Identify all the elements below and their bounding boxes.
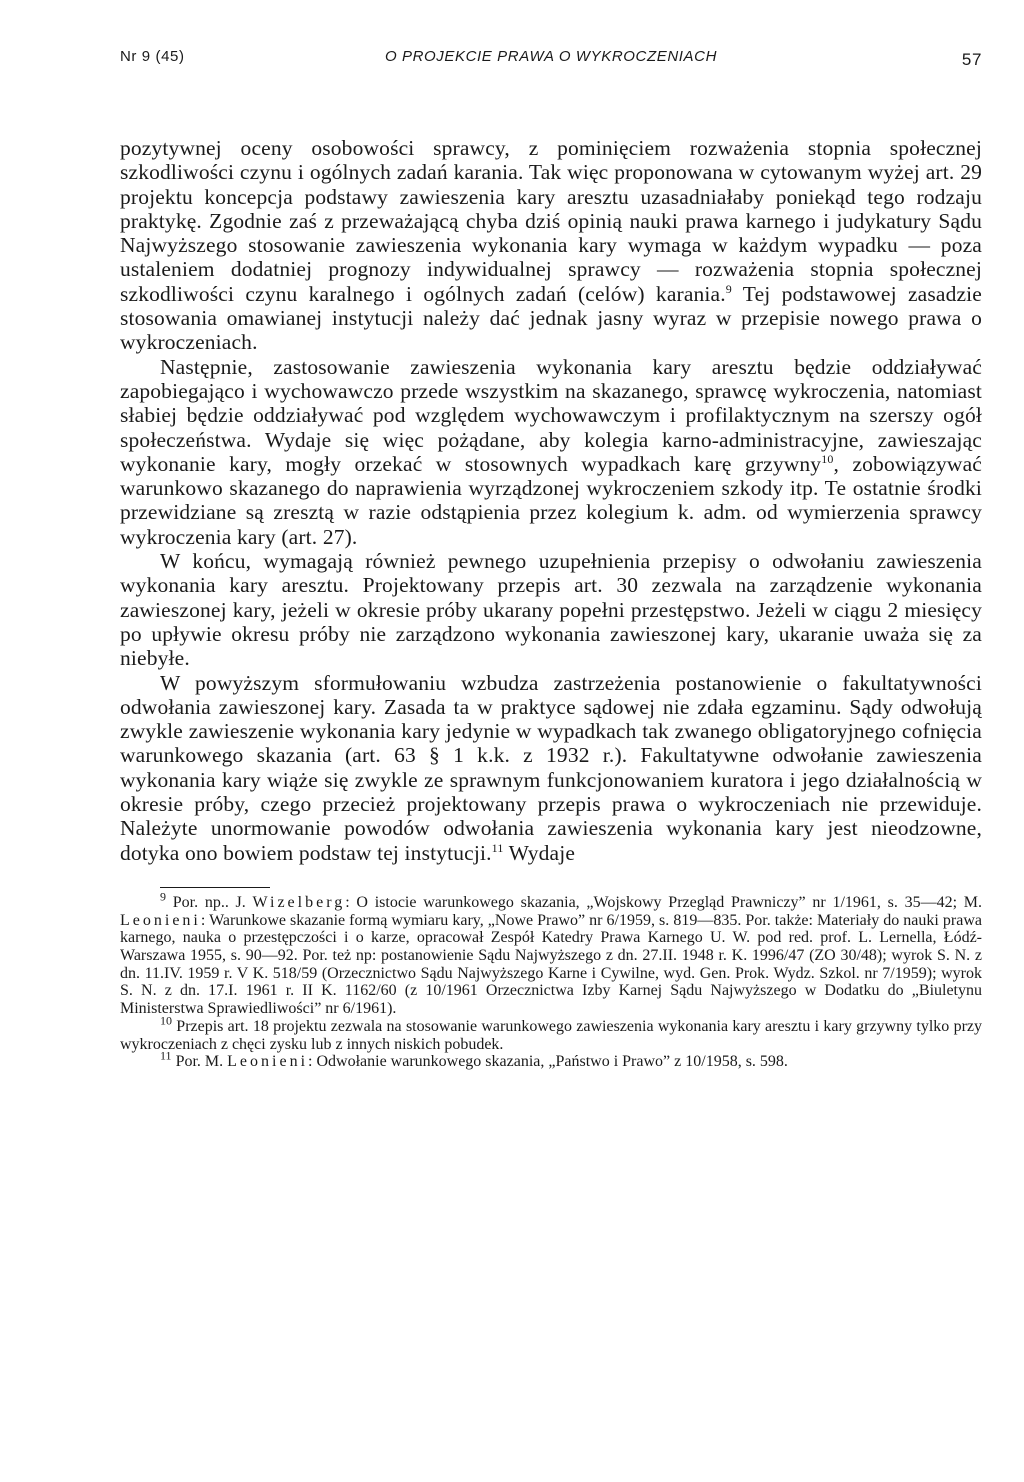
footnote-10-text: Przepis art. 18 projektu zezwala na stosowanie warunkowego zawieszenia wykonania kary aresztu i kary grzywny tylko przy wykroczeniach z chęci zysku lub z innych niskich pobudek.: [120, 1017, 982, 1053]
footnote-9-author-1: Wizelberg: [252, 893, 346, 911]
footnote-9-author-2: Leonieni: [120, 911, 201, 929]
footnote-9-mark: 9: [160, 889, 166, 904]
footnote-10-mark: 10: [160, 1013, 172, 1028]
paragraph-4-end: Wydaje: [503, 840, 576, 865]
footnote-11: [120, 1048, 982, 1071]
paragraph-4: [120, 671, 982, 865]
running-title: O PROJEKCIE PRAWA O WYKROCZENIACH: [384, 48, 718, 65]
footnote-ref-9: 9: [725, 281, 732, 296]
paragraph-2-end: , zobowiązywać warunkowo skazanego do naprawienia wyrządzonej wykroczeniem szkody itp. Te ostatnie środki przewidziane są zresztą w razie odstąpienia przez kolegium k. adm. od wymierzenia sprawcy wykroczenia kary (art. 27).: [120, 451, 982, 549]
running-head: [120, 42, 982, 72]
page-number: 57: [961, 50, 982, 69]
issue-number: Nr 9 (45): [120, 48, 185, 65]
footnote-9: [120, 889, 982, 1018]
footnotes: [120, 889, 982, 1071]
paragraph-2-text: Następnie, zastosowanie zawieszenia wykonania kary aresztu będzie oddziaływać zapobiegająco i wychowawczo przede wszystkim na skazanego, sprawcę wykroczenia, natomiast słabiej będzie oddziaływać pod względem wychowawczym i profilaktycznym na szerszy ogół społeczeństwa. Wydaje się więc pożądane, aby kolegia karno-administracyjne, zawieszając wykonanie kary, mogły orzekać w stosownych wypadkach karę grzywny: [120, 354, 982, 476]
footnote-divider: [160, 887, 270, 888]
paragraph-4-text: W powyższym sformułowaniu wzbudza zastrzeżenia postanowienie o fakultatywności odwołania zawieszonej kary. Zasada ta w praktyce sądowej nie zdała egzaminu. Sądy odwołują zwykle zawieszenie wykonania kary jedynie w wypadkach tak zwanego obligatoryjnego cofnięcia warunkowego skazania (art. 63 § 1 k.k. z 1932 r.). Fakultatywne odwołanie zawieszenia wykonania kary wiąże się zwykle ze sprawnym funkcjonowaniem kuratora i jego działalnością w okresie próby, czego przecież projektowany przepis prawa o wykroczeniach nie przewiduje. Należyte unormowanie powodów odwołania zawieszenia wykonania kary jest nieodzowne, dotyka ono bowiem podstaw tej instytucji.: [120, 670, 982, 865]
paragraph-1-end: Tej podstawowej zasadzie stosowania omawianej instytucji należy dać jednak jasny wyraz w przepisie nowego prawa o wykroczeniach.: [120, 281, 982, 355]
footnote-11-text: Por. M.: [171, 1053, 228, 1071]
paragraph-3: W końcu, wymagają również pewnego uzupełnienia przepisy o odwołaniu zawieszenia wykonania kary aresztu. Projektowany przepis art. 30 zezwala na zarządzenie wykonania zawieszonej kary, jeżeli w okresie próby ukarany popełni przestępstwo. Jeżeli w ciągu 2 miesięcy po upływie okresu próby nie zarządzono wykonania zawieszonej kary, ukaranie uważa się za niebyłe.: [120, 549, 982, 671]
paragraph-1-text: pozytywnej oceny osobowości sprawcy, z pominięciem rozważenia stopnia społecznej szkodliwości czynu i ogólnych zadań karania. Tak więc proponowana w cytowanym wyżej art. 29 projektu koncepcja podstawy zawieszenia kary aresztu uzasadniałaby poniekąd tego rodzaju praktykę. Zgodnie zaś z przeważającą chyba dziś opinią nauki prawa karnego i judykatury Sądu Najwyższego stosowanie zawieszenia wykonania kary wymaga w każdym wypadku — poza ustaleniem dodatniej prognozy indywidualnej sprawcy — rozważenia stopnia społecznej szkodliwości czynu karalnego i ogólnych zadań (celów) karania.: [120, 136, 982, 306]
footnote-11-mark: 11: [160, 1048, 172, 1063]
footnote-9-text-3: : Warunkowe skazanie formą wymiaru kary, „Nowe Prawo” nr 6/1959, s. 819—835. Por. także: Materiały do nauki prawa karnego, nauka o przestępczości i o karze, opracował Zespół Katedry Prawa Karnego U. W. pod red. prof. L. Lernella, Łódź-Warszawa 1955, s. 90—92. Por. też np: postanowienie Sądu Najwyższego z dn. 27.II. 1948 r. K. 1996/47 (ZO 30/48); wyrok S. N. z dn. 11.IV. 1959 r. V K. 518/59 (Orzecznictwo Sądu Najwyższego Karne i Cywilne, wyd. Gen. Prok. Wydz. Szkol. nr 7/1959); wyrok S. N. z dn. 17.I. 1961 r. II K. 1162/60 (z 10/1961 Orzecznictwa Izby Karnej Sądu Najwyższego w Dodatku do „Biuletynu Ministerstwa Sprawiedliwości” nr 6/1961).: [120, 911, 982, 1018]
footnote-11-author: Leonieni: [227, 1053, 309, 1071]
footnote-10: [120, 1013, 982, 1053]
footnote-ref-10: 10: [821, 451, 834, 466]
footnote-9-text: Por. np.. J.: [166, 893, 253, 911]
footnote-9-text-2: : O istocie warunkowego skazania, „Wojskowy Przegląd Prawniczy” nr 1/1961, s. 35—42; M.: [345, 893, 982, 911]
body-text: [120, 136, 982, 865]
paragraph-1: [120, 136, 982, 355]
footnote-11-text-2: : Odwołanie warunkowego skazania, „Państwo i Prawo” z 10/1958, s. 598.: [308, 1053, 788, 1071]
footnote-ref-11: 11: [491, 840, 504, 855]
paragraph-2: [120, 355, 982, 549]
